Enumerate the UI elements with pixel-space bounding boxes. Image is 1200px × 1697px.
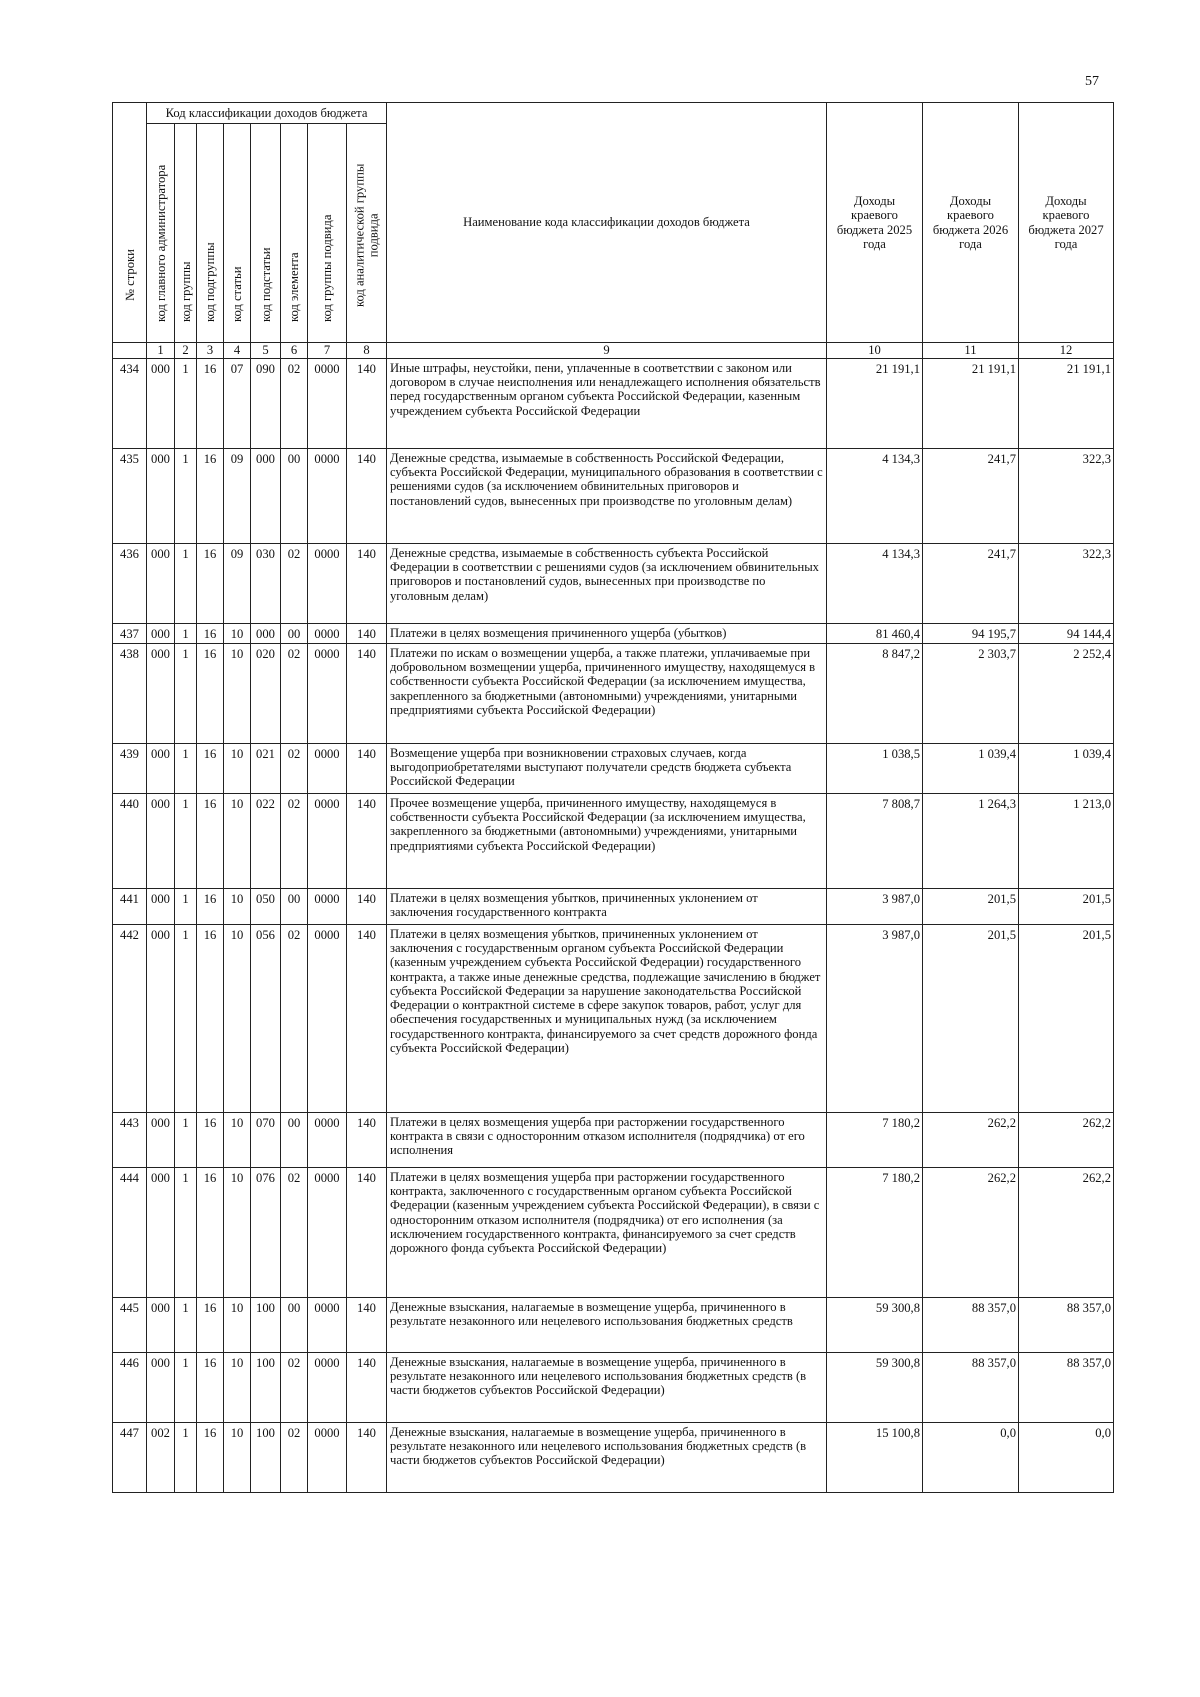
revenue-name: Возмещение ущерба при возникновении страховых случаев, когда выгодоприобретателями выступают получатели средств бюджета субъекта Российской Федерации [387,744,827,794]
analytic-group-code: 140 [347,624,387,644]
income-2026: 241,7 [923,449,1019,544]
article-code: 07 [224,359,251,449]
subarticle-code: 022 [251,794,281,889]
subtype-group-code: 0000 [308,744,347,794]
income-2027: 201,5 [1019,889,1114,925]
revenue-name: Денежные взыскания, налагаемые в возмещение ущерба, причиненного в результате незаконного или нецелевого использования бюджетных средств [387,1298,827,1353]
subgroup-code: 16 [197,1423,224,1493]
subtype-group-code: 0000 [308,1168,347,1298]
group-code: 1 [175,1168,197,1298]
revenue-name: Платежи в целях возмещения ущерба при расторжении государственного контракта, заключенного с государственным органом субъекта Российской Федерации (казенным учреждением субъекта Российской Федерации), в связи с односторонним отказом исполнителя (подрядчика) от его исполнения (за исключением государственного контракта, финансируемого за счет средств дорожного фонда субъекта Российской Федерации) [387,1168,827,1298]
subtype-group-code: 0000 [308,889,347,925]
table-row [113,794,1114,889]
income-2027: 262,2 [1019,1113,1114,1168]
revenue-name: Денежные средства, изымаемые в собственность Российской Федерации, субъекта Российской Федерации, муниципального образования в соответствии с решениями судов (за исключением обвинительных приговоров и постановлений судов, вынесенных при производстве по уголовным делам) [387,449,827,544]
header-subgroup-code: код подгруппы [197,124,224,343]
income-2027: 88 357,0 [1019,1353,1114,1423]
income-2026: 1 039,4 [923,744,1019,794]
revenue-name: Иные штрафы, неустойки, пени, уплаченные в соответствии с законом или договором в случае неисполнения или ненадлежащего исполнения обязательств перед государственным органом субъекта Российской Федерации, казенным учреждением субъекта Российской Федерации [387,359,827,449]
element-code: 02 [281,359,308,449]
row-number: 444 [113,1168,147,1298]
article-code: 10 [224,925,251,1113]
group-code: 1 [175,1113,197,1168]
header-row-number: № строки [113,103,147,343]
income-2025: 21 191,1 [827,359,923,449]
admin-code: 000 [147,544,175,624]
admin-code: 002 [147,1423,175,1493]
header-code-group-title: Код классификации доходов бюджета [147,103,387,124]
income-2026: 0,0 [923,1423,1019,1493]
admin-code: 000 [147,1168,175,1298]
article-code: 10 [224,644,251,744]
row-number: 440 [113,794,147,889]
revenue-name: Платежи в целях возмещения убытков, причиненных уклонением от заключения государственного контракта [387,889,827,925]
subarticle-code: 090 [251,359,281,449]
column-number: 9 [387,343,827,359]
admin-code: 000 [147,359,175,449]
table-row [113,1168,1114,1298]
income-2026: 2 303,7 [923,644,1019,744]
subgroup-code: 16 [197,744,224,794]
header-admin-code: код главного администратора [147,124,175,343]
header-subtype-group-code: код группы подвида [308,124,347,343]
income-2025: 59 300,8 [827,1298,923,1353]
income-2026: 1 264,3 [923,794,1019,889]
subtype-group-code: 0000 [308,1423,347,1493]
subtype-group-code: 0000 [308,1353,347,1423]
subtype-group-code: 0000 [308,1113,347,1168]
row-number: 438 [113,644,147,744]
subarticle-code: 050 [251,889,281,925]
subarticle-code: 100 [251,1353,281,1423]
income-2025: 3 987,0 [827,925,923,1113]
subtype-group-code: 0000 [308,1298,347,1353]
table-row [113,544,1114,624]
header-income-2025: Доходы краевого бюджета 2025 года [827,103,923,343]
element-code: 00 [281,449,308,544]
column-number: 5 [251,343,281,359]
subarticle-code: 056 [251,925,281,1113]
row-number: 436 [113,544,147,624]
analytic-group-code: 140 [347,359,387,449]
element-code: 00 [281,624,308,644]
element-code: 02 [281,644,308,744]
column-number [113,343,147,359]
analytic-group-code: 140 [347,449,387,544]
group-code: 1 [175,1298,197,1353]
subarticle-code: 100 [251,1298,281,1353]
column-number: 12 [1019,343,1114,359]
income-2026: 88 357,0 [923,1298,1019,1353]
budget-revenue-table [112,102,1114,1493]
table-row [113,359,1114,449]
article-code: 10 [224,889,251,925]
element-code: 00 [281,1298,308,1353]
group-code: 1 [175,1353,197,1423]
income-2026: 88 357,0 [923,1353,1019,1423]
element-code: 00 [281,889,308,925]
header-article-code: код статьи [224,124,251,343]
revenue-name: Денежные взыскания, налагаемые в возмещение ущерба, причиненного в результате незаконного или нецелевого использования бюджетных средств (в части бюджетов субъектов Российской Федерации) [387,1353,827,1423]
table-row [113,644,1114,744]
income-2025: 7 180,2 [827,1168,923,1298]
subgroup-code: 16 [197,889,224,925]
element-code: 02 [281,544,308,624]
income-2026: 201,5 [923,925,1019,1113]
subarticle-code: 030 [251,544,281,624]
analytic-group-code: 140 [347,1298,387,1353]
article-code: 10 [224,1353,251,1423]
table-row [113,1353,1114,1423]
row-number: 446 [113,1353,147,1423]
element-code: 02 [281,1168,308,1298]
analytic-group-code: 140 [347,1353,387,1423]
group-code: 1 [175,1423,197,1493]
group-code: 1 [175,794,197,889]
column-number: 3 [197,343,224,359]
element-code: 02 [281,744,308,794]
header-income-2026: Доходы краевого бюджета 2026 года [923,103,1019,343]
table-row [113,1113,1114,1168]
income-2027: 322,3 [1019,544,1114,624]
article-code: 10 [224,794,251,889]
revenue-name: Денежные средства, изымаемые в собственность субъекта Российской Федерации в соответствии с решениями судов (за исключением обвинительных приговоров и постановлений судов, вынесенных при производстве по уголовным делам) [387,544,827,624]
row-number: 434 [113,359,147,449]
article-code: 10 [224,744,251,794]
subgroup-code: 16 [197,925,224,1113]
subarticle-code: 021 [251,744,281,794]
subarticle-code: 076 [251,1168,281,1298]
column-number: 6 [281,343,308,359]
income-2025: 81 460,4 [827,624,923,644]
admin-code: 000 [147,744,175,794]
header-subarticle-code: код подстатьи [251,124,281,343]
income-2027: 21 191,1 [1019,359,1114,449]
column-number: 10 [827,343,923,359]
element-code: 02 [281,1423,308,1493]
income-2025: 59 300,8 [827,1353,923,1423]
header-income-2027: Доходы краевого бюджета 2027 года [1019,103,1114,343]
subtype-group-code: 0000 [308,624,347,644]
income-2025: 1 038,5 [827,744,923,794]
income-2027: 1 039,4 [1019,744,1114,794]
article-code: 10 [224,1168,251,1298]
column-number: 8 [347,343,387,359]
revenue-name: Денежные взыскания, налагаемые в возмещение ущерба, причиненного в результате незаконного или нецелевого использования бюджетных средств (в части бюджетов субъектов Российской Федерации) [387,1423,827,1493]
income-2026: 21 191,1 [923,359,1019,449]
admin-code: 000 [147,925,175,1113]
analytic-group-code: 140 [347,925,387,1113]
subgroup-code: 16 [197,1113,224,1168]
subgroup-code: 16 [197,544,224,624]
group-code: 1 [175,925,197,1113]
income-2025: 3 987,0 [827,889,923,925]
row-number: 437 [113,624,147,644]
admin-code: 000 [147,1353,175,1423]
income-2027: 322,3 [1019,449,1114,544]
income-2025: 8 847,2 [827,644,923,744]
table-row [113,449,1114,544]
analytic-group-code: 140 [347,744,387,794]
revenue-name: Прочее возмещение ущерба, причиненного имуществу, находящемуся в собственности субъекта Российской Федерации (за исключением имущества, закрепленного за бюджетными (автономными) учреждениями, унитарными предприятиями субъекта Российской Федерации) [387,794,827,889]
income-2025: 7 808,7 [827,794,923,889]
income-2027: 201,5 [1019,925,1114,1113]
page-number: 57 [1085,74,1099,89]
column-number: 11 [923,343,1019,359]
revenue-name: Платежи в целях возмещения причиненного ущерба (убытков) [387,624,827,644]
admin-code: 000 [147,889,175,925]
admin-code: 000 [147,644,175,744]
row-number: 445 [113,1298,147,1353]
group-code: 1 [175,359,197,449]
analytic-group-code: 140 [347,1113,387,1168]
subgroup-code: 16 [197,1298,224,1353]
row-number: 443 [113,1113,147,1168]
income-2027: 94 144,4 [1019,624,1114,644]
column-number: 1 [147,343,175,359]
subtype-group-code: 0000 [308,359,347,449]
admin-code: 000 [147,1113,175,1168]
subarticle-code: 000 [251,624,281,644]
subtype-group-code: 0000 [308,644,347,744]
income-2026: 262,2 [923,1168,1019,1298]
admin-code: 000 [147,449,175,544]
table-row [113,925,1114,1113]
admin-code: 000 [147,624,175,644]
subgroup-code: 16 [197,624,224,644]
row-number: 447 [113,1423,147,1493]
group-code: 1 [175,624,197,644]
income-2027: 262,2 [1019,1168,1114,1298]
header-group-code: код группы [175,124,197,343]
analytic-group-code: 140 [347,1168,387,1298]
admin-code: 000 [147,1298,175,1353]
group-code: 1 [175,744,197,794]
article-code: 10 [224,1298,251,1353]
revenue-name: Платежи по искам о возмещении ущерба, а также платежи, уплачиваемые при добровольном возмещении ущерба, причиненного имуществу, находящемуся в собственности субъекта Российской Федерации (за исключением имущества, закрепленного за бюджетными (автономными) учреждениями, унитарными предприятиями субъекта Российской Федерации) [387,644,827,744]
analytic-group-code: 140 [347,794,387,889]
element-code: 02 [281,794,308,889]
analytic-group-code: 140 [347,1423,387,1493]
income-2026: 241,7 [923,544,1019,624]
table-row [113,1298,1114,1353]
income-2025: 4 134,3 [827,449,923,544]
subarticle-code: 020 [251,644,281,744]
subtype-group-code: 0000 [308,449,347,544]
subgroup-code: 16 [197,449,224,544]
income-2025: 15 100,8 [827,1423,923,1493]
subgroup-code: 16 [197,359,224,449]
group-code: 1 [175,449,197,544]
subarticle-code: 100 [251,1423,281,1493]
table-row [113,744,1114,794]
analytic-group-code: 140 [347,889,387,925]
subtype-group-code: 0000 [308,925,347,1113]
group-code: 1 [175,644,197,744]
income-2025: 7 180,2 [827,1113,923,1168]
column-number: 4 [224,343,251,359]
subgroup-code: 16 [197,794,224,889]
subarticle-code: 000 [251,449,281,544]
subtype-group-code: 0000 [308,544,347,624]
revenue-name: Платежи в целях возмещения ущерба при расторжении государственного контракта в связи с односторонним отказом исполнителя (подрядчика) от его исполнения [387,1113,827,1168]
revenue-name: Платежи в целях возмещения убытков, причиненных уклонением от заключения с государственным органом субъекта Российской Федерации (казенным учреждением субъекта Российской Федерации) государственного контракта, а также иные денежные средства, подлежащие зачислению в бюджет субъекта Российской Федерации за нарушение законодательства Российской Федерации о контрактной системе в сфере закупок товаров, работ, услуг для обеспечения государственных и муниципальных нужд (за исключением государственного контракта, финансируемого за счет средств дорожного фонда субъекта Российской Федерации) [387,925,827,1113]
analytic-group-code: 140 [347,644,387,744]
income-2027: 2 252,4 [1019,644,1114,744]
row-number: 435 [113,449,147,544]
article-code: 09 [224,544,251,624]
article-code: 10 [224,624,251,644]
group-code: 1 [175,544,197,624]
income-2026: 201,5 [923,889,1019,925]
subgroup-code: 16 [197,644,224,744]
header-element-code: код элемента [281,124,308,343]
table-row [113,1423,1114,1493]
header-analytic-group-code: код аналитической группы подвида [347,124,387,343]
element-code: 02 [281,925,308,1113]
row-number: 441 [113,889,147,925]
analytic-group-code: 140 [347,544,387,624]
row-number: 439 [113,744,147,794]
income-2025: 4 134,3 [827,544,923,624]
row-number: 442 [113,925,147,1113]
column-numbers-row [113,343,1114,359]
header-name: Наименование кода классификации доходов бюджета [387,103,827,343]
admin-code: 000 [147,794,175,889]
table-row [113,624,1114,644]
subtype-group-code: 0000 [308,794,347,889]
element-code: 02 [281,1353,308,1423]
subgroup-code: 16 [197,1168,224,1298]
income-2026: 94 195,7 [923,624,1019,644]
income-2027: 1 213,0 [1019,794,1114,889]
table-row [113,889,1114,925]
income-2027: 88 357,0 [1019,1298,1114,1353]
article-code: 10 [224,1113,251,1168]
element-code: 00 [281,1113,308,1168]
subarticle-code: 070 [251,1113,281,1168]
article-code: 10 [224,1423,251,1493]
column-number: 2 [175,343,197,359]
article-code: 09 [224,449,251,544]
column-number: 7 [308,343,347,359]
income-2026: 262,2 [923,1113,1019,1168]
group-code: 1 [175,889,197,925]
income-2027: 0,0 [1019,1423,1114,1493]
subgroup-code: 16 [197,1353,224,1423]
